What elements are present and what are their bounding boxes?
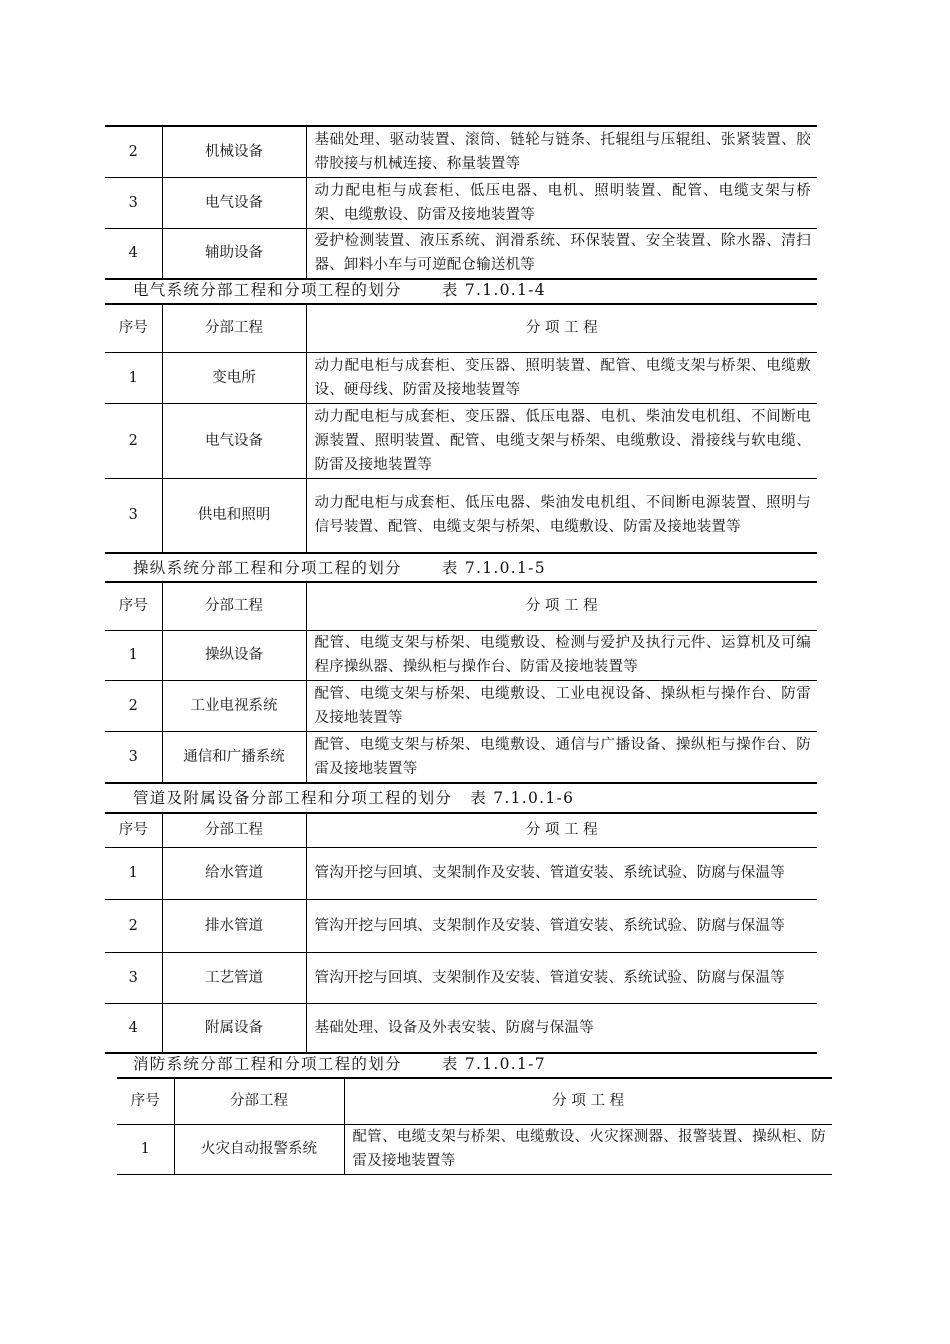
row-part: 排水管道: [162, 899, 306, 952]
table-caption: [133, 280, 546, 300]
header-items: 分 项 工 程: [344, 1078, 832, 1124]
table-caption: [133, 558, 546, 578]
row-part: 供电和照明: [162, 478, 306, 553]
table-header-row: [105, 582, 817, 630]
row-number: 3: [105, 478, 162, 553]
row-part: 工艺管道: [162, 952, 306, 1003]
table-caption: [133, 788, 574, 808]
row-items: 管沟开挖与回填、支架制作及安装、管道安装、系统试验、防腐与保温等: [306, 952, 817, 1003]
header-no: 序号: [117, 1078, 174, 1124]
row-items: 配管、电缆支架与桥架、电缆敷设、通信与广播设备、操纵柜与操作台、防雷及接地装置等: [306, 731, 817, 783]
row-part: 操纵设备: [162, 630, 306, 680]
row-items: 基础处理、设备及外表安装、防腐与保温等: [306, 1003, 817, 1053]
header-items: 分 项 工 程: [306, 304, 817, 352]
row-number: 2: [105, 126, 162, 177]
table-row: [105, 952, 817, 1003]
table-row: [105, 630, 817, 680]
header-part: 分部工程: [174, 1078, 344, 1124]
row-part: 电气设备: [162, 403, 306, 478]
row-items: 管沟开挖与回填、支架制作及安装、管道安装、系统试验、防腐与保温等: [306, 899, 817, 952]
caption-table-number: 表 7.1.0.1-6: [470, 789, 575, 807]
table-caption: [133, 1054, 546, 1074]
header-no: 序号: [105, 813, 162, 847]
table-row: [105, 731, 817, 783]
table-electrical: [105, 303, 817, 554]
table-row: [105, 228, 817, 279]
table-control: [105, 581, 817, 784]
row-number: 4: [105, 1003, 162, 1053]
caption-table-number: 表 7.1.0.1-5: [441, 559, 546, 577]
row-items: 动力配电柜与成套柜、低压电器、电机、照明装置、配管、电缆支架与桥架、电缆敷设、防雷及接地装置等: [306, 177, 817, 228]
header-items: 分 项 工 程: [306, 813, 817, 847]
table-header-row: [105, 304, 817, 352]
row-items: 动力配电柜与成套柜、变压器、照明装置、配管、电缆支架与桥架、电缆敷设、硬母线、防雷及接地装置等: [306, 352, 817, 403]
caption-title: 电气系统分部工程和分项工程的划分: [133, 281, 402, 299]
row-part: 工业电视系统: [162, 680, 306, 731]
table-row: [105, 899, 817, 952]
caption-title: 消防系统分部工程和分项工程的划分: [133, 1055, 402, 1073]
row-number: 2: [105, 899, 162, 952]
table-row: [117, 1124, 832, 1174]
row-number: 1: [105, 630, 162, 680]
header-part: 分部工程: [162, 813, 306, 847]
row-number: 3: [105, 731, 162, 783]
header-no: 序号: [105, 304, 162, 352]
row-number: 2: [105, 403, 162, 478]
row-part: 辅助设备: [162, 228, 306, 279]
table-row: [105, 847, 817, 899]
caption-table-number: 表 7.1.0.1-4: [441, 281, 546, 299]
table-header-row: [117, 1078, 832, 1124]
table-row: [105, 478, 817, 553]
row-items: 配管、电缆支架与桥架、电缆敷设、检测与爱护及执行元件、运算机及可编程序操纵器、操纵柜与操作台、防雷及接地装置等: [306, 630, 817, 680]
table-row: [105, 177, 817, 228]
row-part: 火灾自动报警系统: [174, 1124, 344, 1174]
row-number: 4: [105, 228, 162, 279]
table-row: [105, 403, 817, 478]
row-part: 通信和广播系统: [162, 731, 306, 783]
table-header-row: [105, 813, 817, 847]
row-number: 1: [117, 1124, 174, 1174]
caption-title: 管道及附属设备分部工程和分项工程的划分: [133, 789, 453, 807]
table-row: [105, 126, 817, 177]
table-continuation: [105, 125, 817, 280]
row-part: 附属设备: [162, 1003, 306, 1053]
header-items: 分 项 工 程: [306, 582, 817, 630]
row-items: 配管、电缆支架与桥架、电缆敷设、火灾探测器、报警装置、操纵柜、防雷及接地装置等: [344, 1124, 832, 1174]
row-part: 电气设备: [162, 177, 306, 228]
table-row: [105, 352, 817, 403]
caption-table-number: 表 7.1.0.1-7: [441, 1055, 546, 1073]
header-no: 序号: [105, 582, 162, 630]
row-number: 3: [105, 177, 162, 228]
table-row: [105, 1003, 817, 1053]
row-items: 基础处理、驱动装置、滚筒、链轮与链条、托辊组与压辊组、张紧装置、胶带胶接与机械连接、称量装置等: [306, 126, 817, 177]
row-part: 给水管道: [162, 847, 306, 899]
table-fire: [117, 1077, 832, 1175]
row-items: 爱护检测装置、液压系统、润滑系统、环保装置、安全装置、除水器、清扫器、卸料小车与可逆配仓输送机等: [306, 228, 817, 279]
row-items: 动力配电柜与成套柜、低压电器、柴油发电机组、不间断电源装置、照明与信号装置、配管、电缆支架与桥架、电缆敷设、防雷及接地装置等: [306, 478, 817, 553]
header-part: 分部工程: [162, 304, 306, 352]
row-items: 配管、电缆支架与桥架、电缆敷设、工业电视设备、操纵柜与操作台、防雷及接地装置等: [306, 680, 817, 731]
row-items: 动力配电柜与成套柜、变压器、低压电器、电机、柴油发电机组、不间断电源装置、照明装置、配管、电缆支架与桥架、电缆敷设、滑接线与软电缆、防雷及接地装置等: [306, 403, 817, 478]
table-pipeline: [105, 812, 817, 1054]
header-part: 分部工程: [162, 582, 306, 630]
table-row: [105, 680, 817, 731]
row-number: 3: [105, 952, 162, 1003]
row-number: 1: [105, 352, 162, 403]
caption-title: 操纵系统分部工程和分项工程的划分: [133, 559, 402, 577]
row-part: 机械设备: [162, 126, 306, 177]
row-number: 1: [105, 847, 162, 899]
row-part: 变电所: [162, 352, 306, 403]
row-number: 2: [105, 680, 162, 731]
row-items: 管沟开挖与回填、支架制作及安装、管道安装、系统试验、防腐与保温等: [306, 847, 817, 899]
